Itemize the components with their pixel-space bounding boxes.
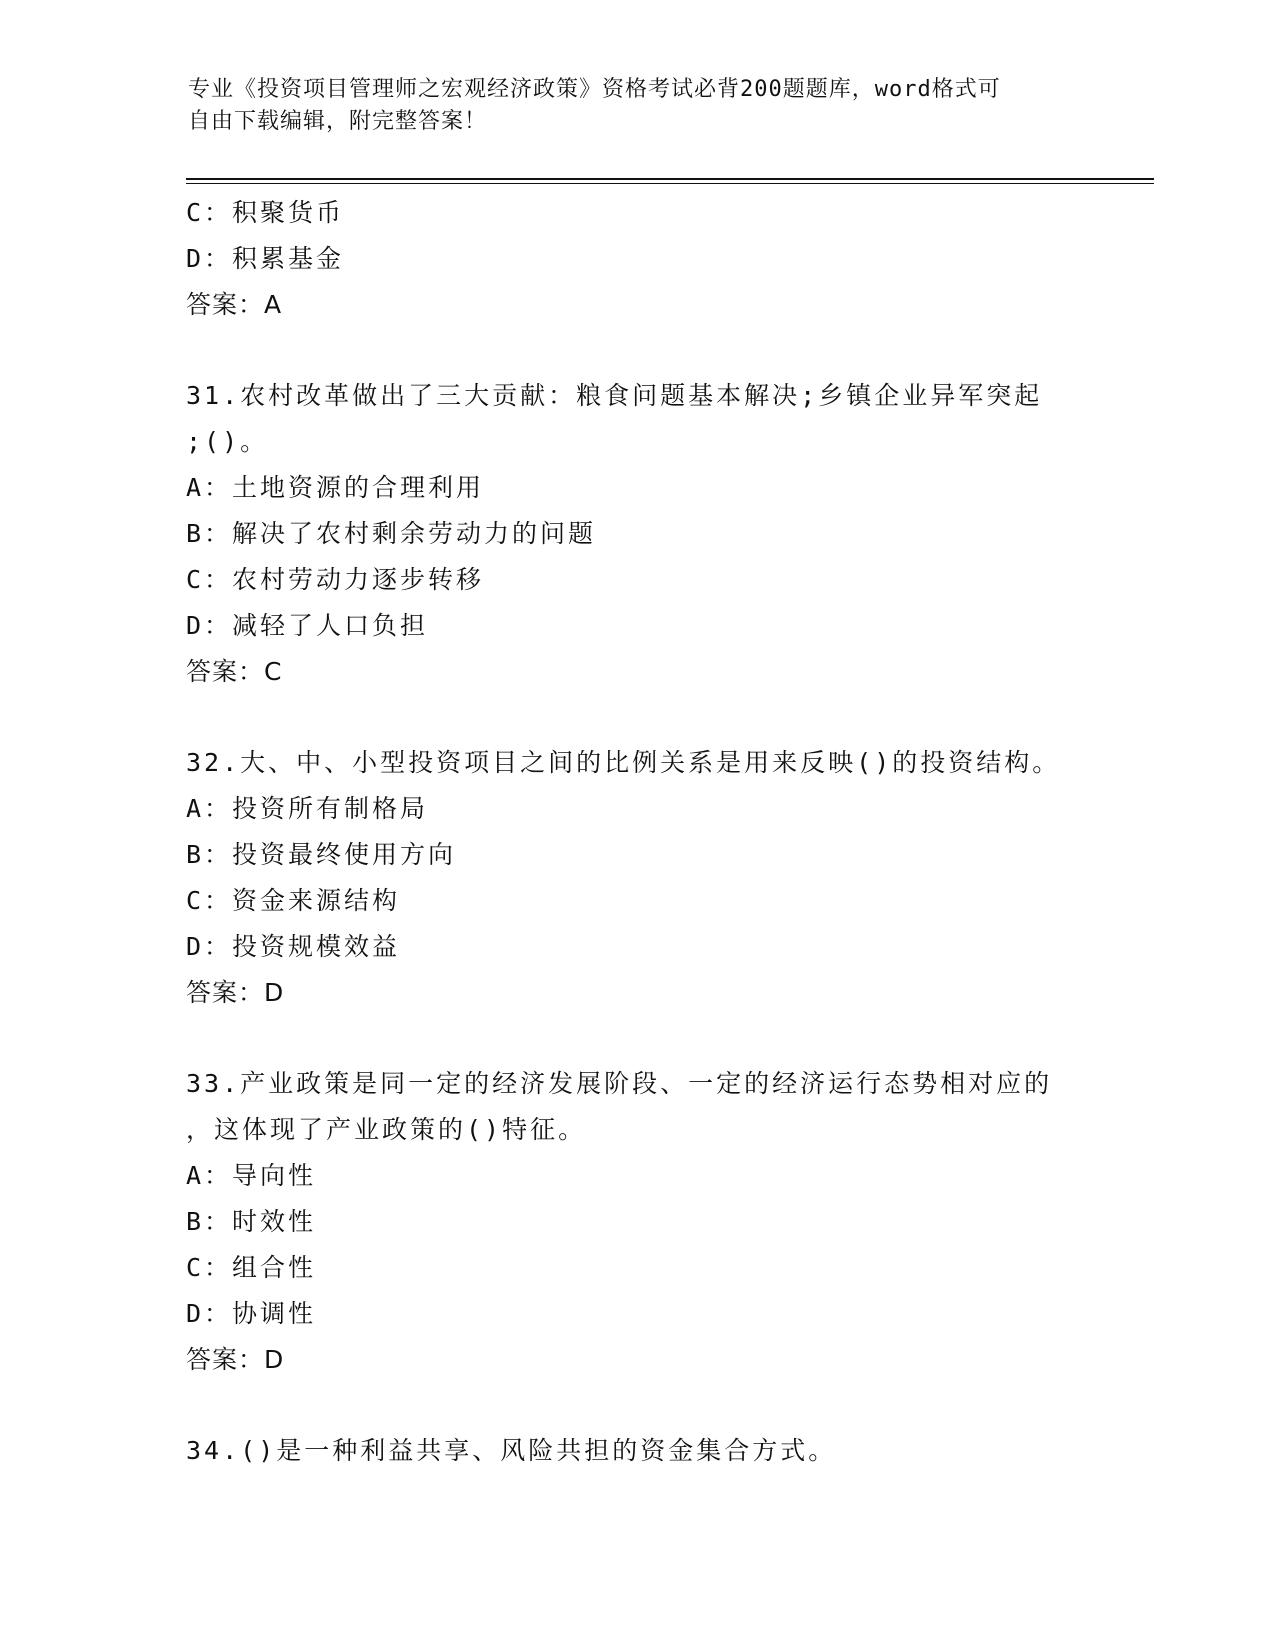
question-block-30-tail	[186, 190, 1086, 328]
option-d: D：协调性	[186, 1299, 317, 1328]
question-block-34	[186, 1428, 1086, 1474]
question-block-31	[186, 373, 1086, 695]
option-c: C：组合性	[186, 1253, 317, 1282]
header-rule-thin	[186, 183, 1154, 184]
option-d: D：投资规模效益	[186, 932, 401, 961]
question-text: 32.大、中、小型投资项目之间的比例关系是用来反映()的投资结构。	[186, 748, 1061, 777]
header-line-1: 专业《投资项目管理师之宏观经济政策》资格考试必背200题题库，word格式可	[188, 77, 1001, 102]
option-d: D：积累基金	[186, 244, 345, 273]
header-line-2: 自由下载编辑，附完整答案！	[188, 109, 488, 134]
spacer	[186, 328, 1086, 373]
option-c: C：农村劳动力逐步转移	[186, 565, 485, 594]
option-a: A：投资所有制格局	[186, 794, 429, 823]
answer-line: 答案：D	[186, 978, 285, 1007]
question-block-32	[186, 740, 1086, 1016]
question-text: 31.农村改革做出了三大贡献：粮食问题基本解决;乡镇企业异军突起	[186, 381, 1043, 410]
option-a: A：土地资源的合理利用	[186, 473, 485, 502]
document-body	[186, 190, 1086, 1474]
answer-line: 答案：A	[186, 290, 283, 319]
question-block-33	[186, 1061, 1086, 1383]
option-c: C：资金来源结构	[186, 886, 401, 915]
spacer	[186, 1016, 1086, 1061]
spacer	[186, 695, 1086, 740]
answer-line: 答案：C	[186, 657, 283, 686]
header-rule-thick	[186, 178, 1154, 180]
option-b: B：投资最终使用方向	[186, 840, 457, 869]
answer-line: 答案：D	[186, 1345, 285, 1374]
question-text: 33.产业政策是同一定的经济发展阶段、一定的经济运行态势相对应的	[186, 1069, 1053, 1098]
question-text: 34.()是一种利益共享、风险共担的资金集合方式。	[186, 1436, 837, 1465]
option-c: C：积聚货币	[186, 198, 345, 227]
question-text-cont: ，这体现了产业政策的()特征。	[186, 1115, 587, 1144]
option-b: B：解决了农村剩余劳动力的问题	[186, 519, 597, 548]
option-b: B：时效性	[186, 1207, 317, 1236]
document-header	[188, 74, 1088, 138]
option-a: A：导向性	[186, 1161, 317, 1190]
question-text-cont: ;()。	[186, 427, 269, 456]
option-d: D：减轻了人口负担	[186, 611, 429, 640]
spacer	[186, 1383, 1086, 1428]
